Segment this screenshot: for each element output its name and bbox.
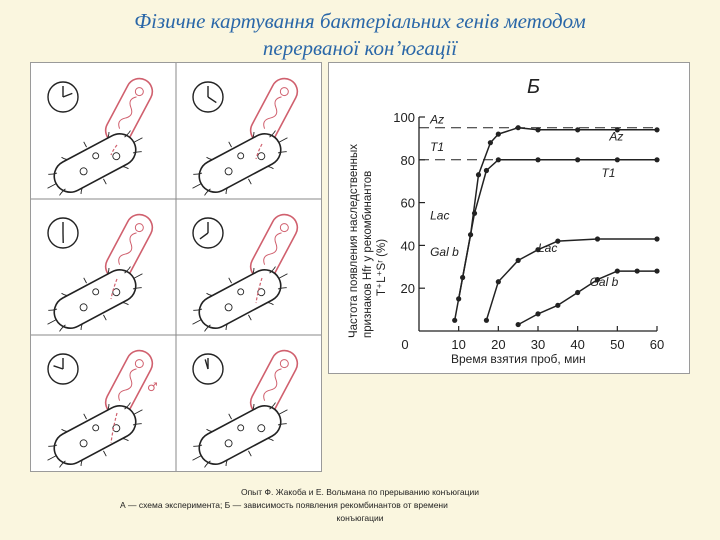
series-point-gal-b-3: [575, 290, 580, 295]
series-line-az: [459, 128, 657, 299]
series-line-lac: [486, 239, 657, 320]
x-tick-label-0: 0: [401, 337, 409, 352]
pilus: [193, 456, 201, 461]
series-label-lac-0: Lac: [430, 208, 450, 223]
scheme-cell-2: [181, 74, 302, 209]
series-point-az-4: [496, 132, 501, 137]
figure-a-scheme: [30, 62, 322, 472]
y-axis-label-line-1: Частота появления наследственных: [348, 144, 360, 338]
recipient-cell-body: [194, 400, 287, 470]
series-point-lac-0: [484, 318, 489, 323]
recipient-cell: [36, 389, 153, 471]
clock-icon: [48, 218, 78, 248]
pilus: [134, 410, 142, 415]
series-point-t1-2: [472, 211, 477, 216]
y-tick-label-60: 60: [400, 195, 415, 211]
x-tick-label-60: 60: [649, 337, 665, 352]
pilus: [103, 179, 106, 184]
pilus: [84, 142, 87, 147]
recipient-cell: [36, 253, 153, 346]
recipient-cell-body: [49, 128, 142, 198]
series-label-gal-b-0: Gal b: [430, 245, 459, 260]
y-axis-label-line-2: признаков Hfr у рекомбинантов: [362, 170, 374, 338]
title-line-1: Фізичне картування бактеріальних генів методом: [134, 9, 586, 33]
pilus: [193, 320, 201, 325]
pilus: [134, 274, 142, 279]
x-tick-label-40: 40: [570, 337, 585, 352]
male-symbol: ♂: [147, 380, 158, 394]
series-label-gal-b-1: Gal b: [589, 275, 619, 290]
y-tick-label-20: 20: [400, 281, 415, 297]
series-point-t1-8: [654, 157, 659, 162]
clock-icon: [48, 82, 78, 112]
x-tick-label-30: 30: [530, 337, 546, 352]
series-point-t1-0: [452, 318, 457, 323]
scheme-cell-4: [181, 210, 302, 345]
series-point-az-9: [654, 127, 659, 132]
y-tick-label-40: 40: [400, 238, 415, 254]
pilus: [84, 278, 87, 283]
y-tick-label-80: 80: [400, 152, 415, 168]
recipient-cell-body: [49, 400, 142, 470]
pilus: [279, 274, 287, 279]
scheme-cell-1: [36, 74, 157, 209]
series-point-t1-4: [496, 157, 501, 162]
pilus: [229, 414, 232, 419]
scheme-cell-5: [36, 346, 157, 471]
pilus: [48, 456, 56, 461]
series-point-az-2: [476, 172, 481, 177]
series-point-az-7: [575, 127, 580, 132]
figure-b-chart: [328, 62, 690, 374]
slide-title: [0, 8, 720, 62]
pilus: [48, 320, 56, 325]
pilus: [48, 184, 56, 189]
caption-line-3: конъюгации: [336, 513, 384, 523]
panel-label: Б: [527, 76, 541, 98]
series-point-gal-b-0: [516, 322, 521, 327]
caption-line-1: Опыт Ф. Жакоба и Е. Вольмана по прерыванию конъюгации: [240, 487, 480, 497]
series-label-az-1: Az: [609, 129, 624, 144]
series-point-t1-6: [575, 157, 580, 162]
scheme-cell-6: [181, 346, 302, 471]
scheme-svg: [31, 63, 321, 471]
y-tick-label-100: 100: [393, 110, 415, 125]
x-axis-label: Время взятия проб, мин: [451, 352, 586, 366]
pilus: [229, 142, 232, 147]
series-point-lac-2: [516, 258, 521, 263]
chart-svg: [329, 63, 689, 373]
recipient-cell: [36, 117, 153, 210]
pilus: [248, 451, 251, 456]
pilus: [279, 410, 287, 415]
recipient-cell-body: [194, 128, 287, 198]
title-line-2: перерваної кон’югації: [262, 36, 458, 60]
recipient-cell: [181, 389, 298, 471]
recipient-cell-body: [49, 264, 142, 334]
scheme-cell-3: [36, 210, 157, 345]
series-point-lac-1: [496, 279, 501, 284]
series-label-t1-1: T1: [601, 165, 616, 180]
figure-caption: [120, 486, 600, 525]
pilus: [248, 179, 251, 184]
series-label-lac-1: Lac: [538, 240, 558, 255]
pilus: [229, 278, 232, 283]
series-line-gal-b: [518, 271, 657, 325]
recipient-cell: [181, 253, 298, 346]
series-point-gal-b-7: [654, 268, 659, 273]
pilus: [103, 315, 106, 320]
pilus: [248, 315, 251, 320]
series-label-az-0: Az: [430, 112, 445, 127]
series-point-az-5: [516, 125, 521, 130]
x-tick-label-20: 20: [491, 337, 506, 352]
series-label-t1-0: T1: [430, 140, 445, 155]
series-point-t1-7: [615, 157, 620, 162]
clock-icon: [48, 354, 78, 384]
series-point-az-3: [488, 140, 493, 145]
pilus: [193, 184, 201, 189]
clock-icon: [193, 354, 223, 384]
pilus: [279, 138, 287, 143]
series-point-lac-5: [595, 236, 600, 241]
clock-icon: [193, 82, 223, 112]
series-point-gal-b-6: [635, 268, 640, 273]
recipient-cell: [181, 117, 298, 210]
recipient-cell-body: [194, 264, 287, 334]
x-tick-label-50: 50: [610, 337, 625, 352]
series-point-t1-1: [460, 275, 465, 280]
x-tick-label-10: 10: [451, 337, 466, 352]
pilus: [134, 138, 142, 143]
series-point-gal-b-5: [615, 268, 620, 273]
series-point-lac-6: [654, 236, 659, 241]
series-point-t1-3: [484, 168, 489, 173]
series-point-gal-b-1: [535, 311, 540, 316]
pilus: [84, 414, 87, 419]
series-point-az-6: [535, 127, 540, 132]
series-point-t1-5: [535, 157, 540, 162]
pilus: [103, 451, 106, 456]
clock-icon: [193, 218, 223, 248]
caption-line-2: А — схема эксперимента; Б — зависимость появления рекомбинантов от времени: [120, 500, 448, 510]
y-axis-label-group: [348, 144, 388, 338]
series-point-gal-b-2: [555, 303, 560, 308]
y-axis-label-line-3: T⁺L⁺Sʳ (%): [376, 238, 388, 296]
